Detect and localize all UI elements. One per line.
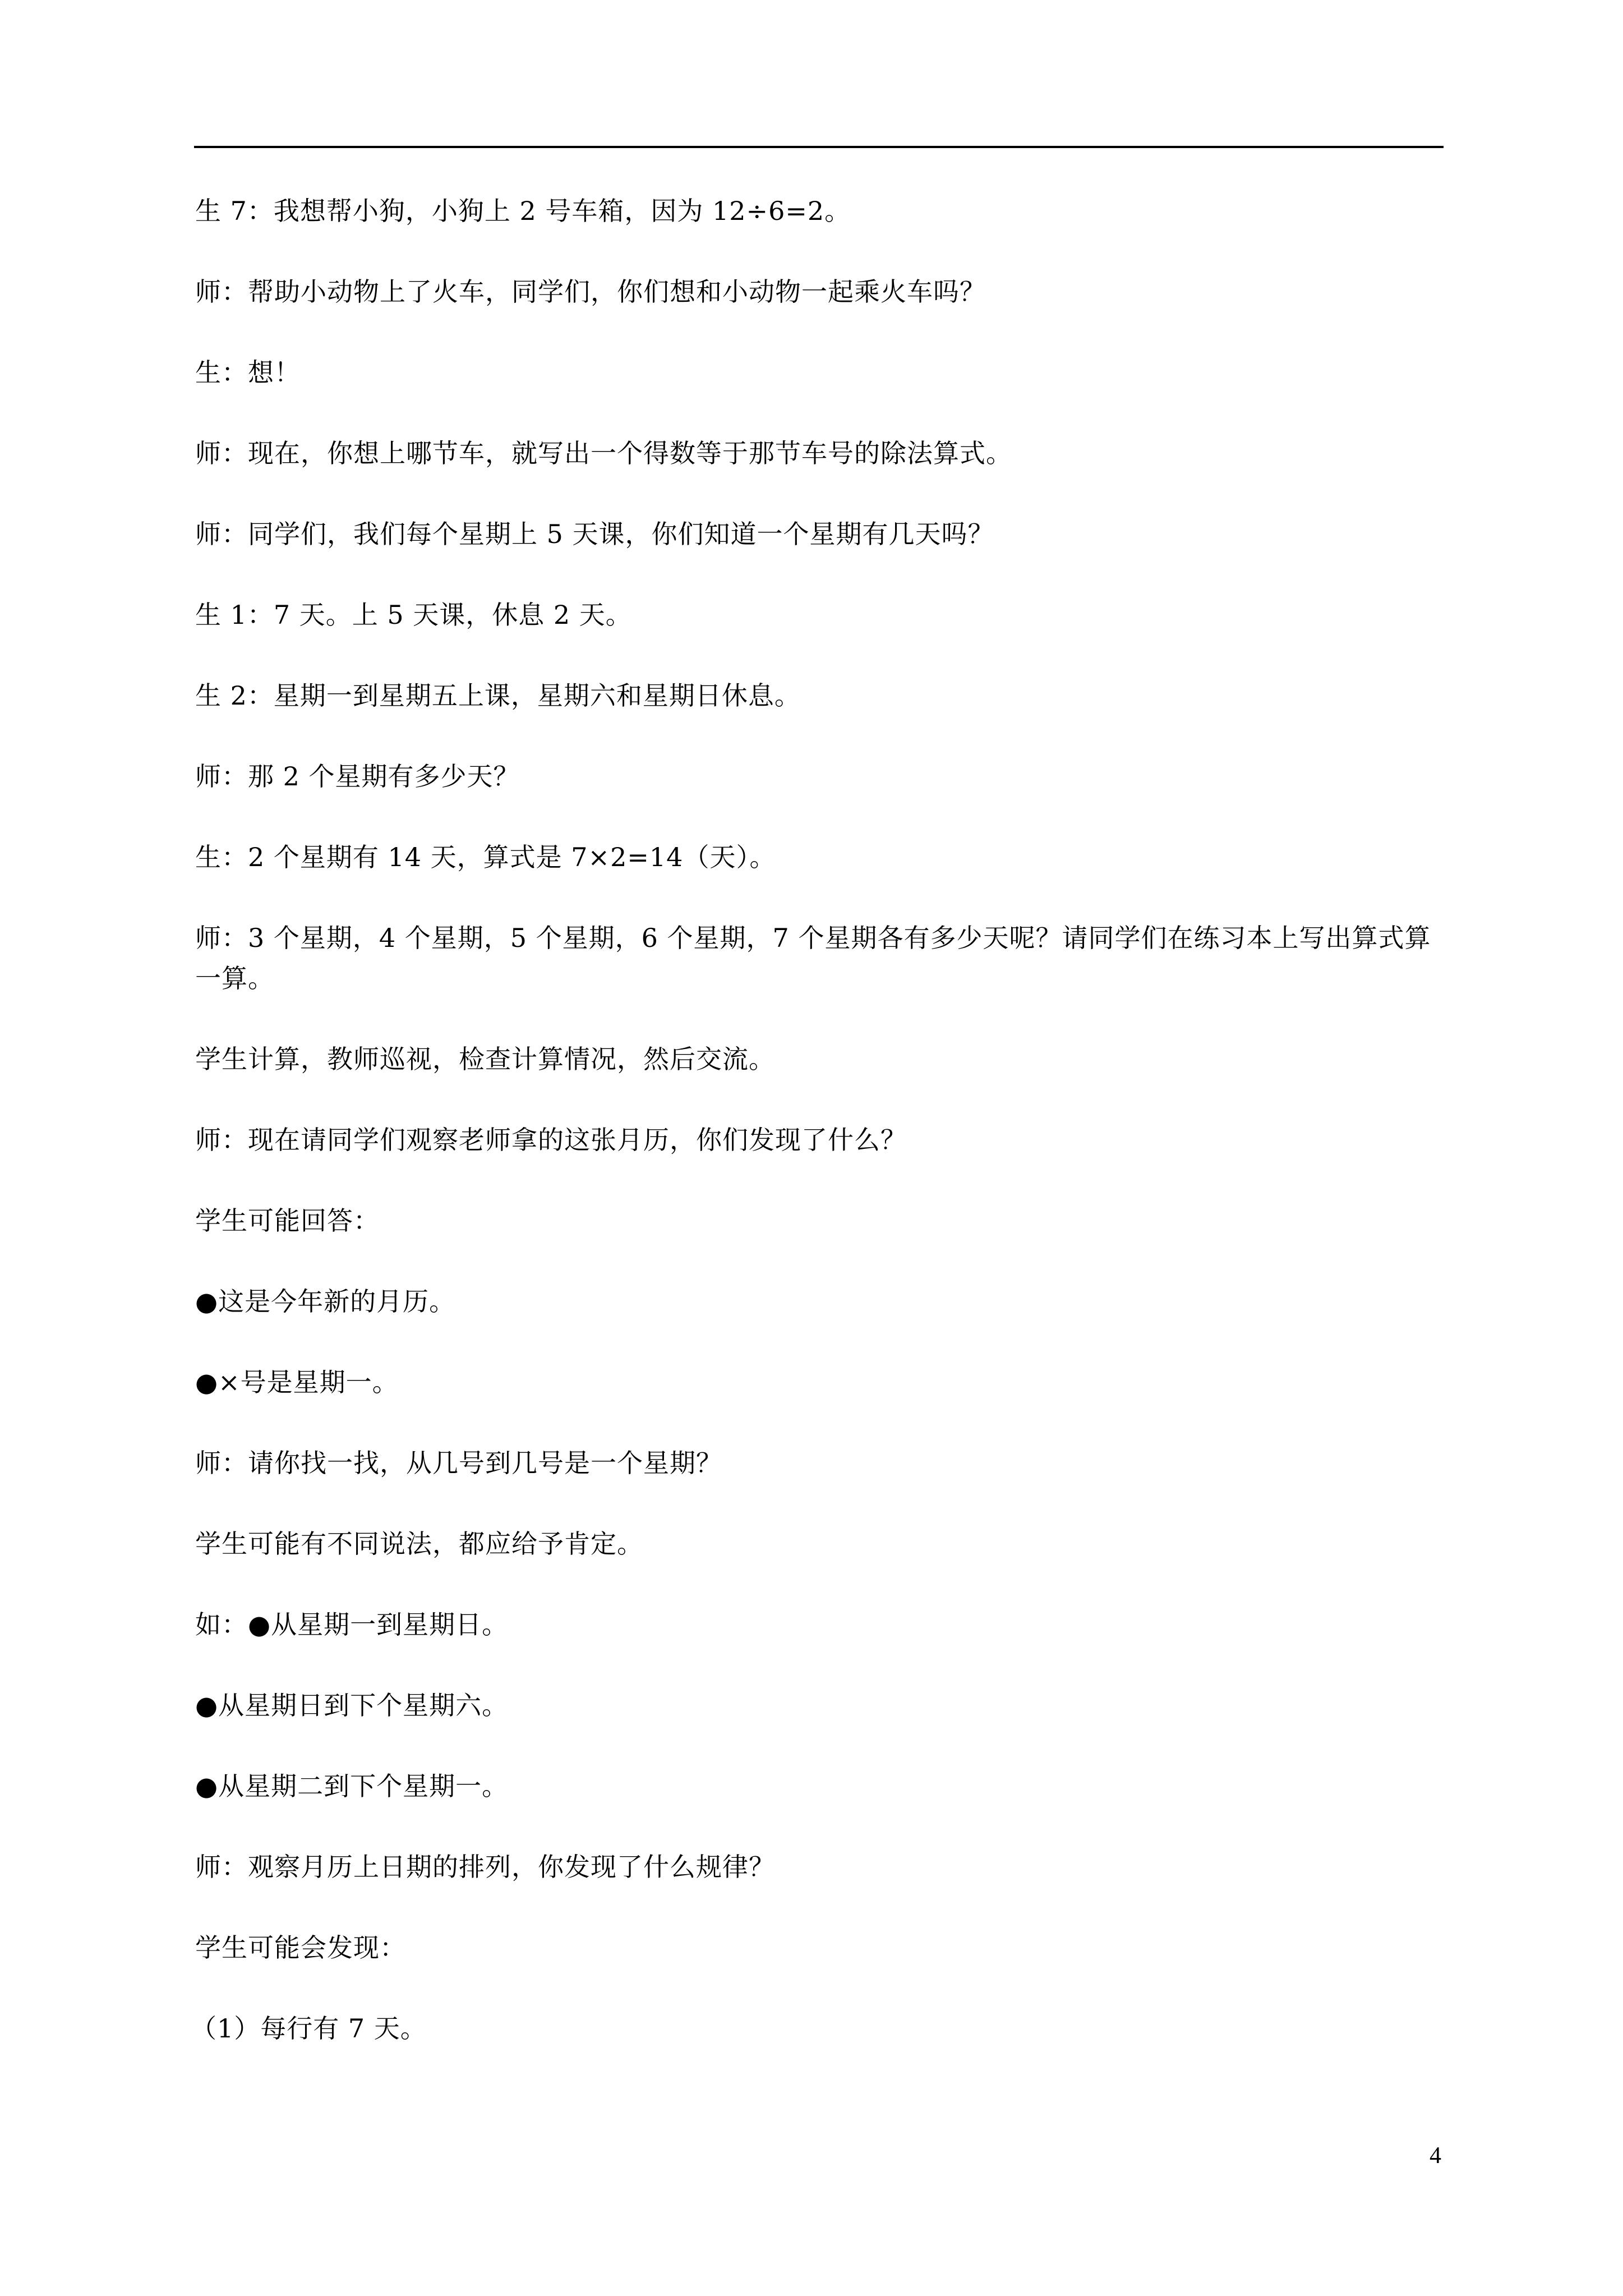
bullet-item: ●×号是星期一。 xyxy=(195,1367,399,1397)
header-rule xyxy=(194,146,1444,148)
bullet-item: 如：●从星期一到星期日。 xyxy=(195,1609,509,1640)
paragraph: 师：3 个星期，4 个星期，5 个星期，6 个星期，7 个星期各有多少天呢？请同学们在练习本上写出算式算一算。 xyxy=(195,923,1431,993)
paragraph: 师：现在，你想上哪节车，就写出一个得数等于那节车号的除法算式。 xyxy=(195,438,1012,468)
paragraph: 生 7：我想帮小狗，小狗上 2 号车箱，因为 12÷6=2。 xyxy=(195,196,851,226)
paragraph: 学生可能会发现： xyxy=(195,1932,406,1963)
document-body xyxy=(191,191,1444,2089)
bullet-item: ●从星期二到下个星期一。 xyxy=(195,1771,509,1801)
paragraph: 师：帮助小动物上了火车，同学们，你们想和小动物一起乘火车吗？ xyxy=(195,277,986,307)
paragraph: 生：想！ xyxy=(195,357,301,388)
paragraph: 师：请你找一找，从几号到几号是一个星期？ xyxy=(195,1448,722,1478)
paragraph: 学生可能回答： xyxy=(195,1205,380,1236)
paragraph: 生：2 个星期有 14 天，算式是 7×2=14（天）。 xyxy=(195,842,776,872)
paragraph: 生 2：星期一到星期五上课，星期六和星期日休息。 xyxy=(195,680,801,711)
paragraph: 师：观察月历上日期的排列，你发现了什么规律？ xyxy=(195,1852,775,1882)
bullet-item: ●这是今年新的月历。 xyxy=(195,1286,456,1317)
page-number: 4 xyxy=(1430,2143,1441,2169)
paragraph: 学生计算，教师巡视，检查计算情况，然后交流。 xyxy=(195,1044,775,1074)
paragraph: 师：现在请同学们观察老师拿的这张月历，你们发现了什么？ xyxy=(195,1125,907,1155)
paragraph: 师：同学们，我们每个星期上 5 天课，你们知道一个星期有几天吗？ xyxy=(195,519,994,549)
bullet-item: ●从星期日到下个星期六。 xyxy=(195,1690,509,1720)
paragraph: 学生可能有不同说法，都应给予肯定。 xyxy=(195,1529,643,1559)
paragraph: 生 1：7 天。上 5 天课，休息 2 天。 xyxy=(195,600,632,630)
numbered-item: （1）每行有 7 天。 xyxy=(191,2013,427,2044)
paragraph: 师：那 2 个星期有多少天？ xyxy=(195,761,520,792)
